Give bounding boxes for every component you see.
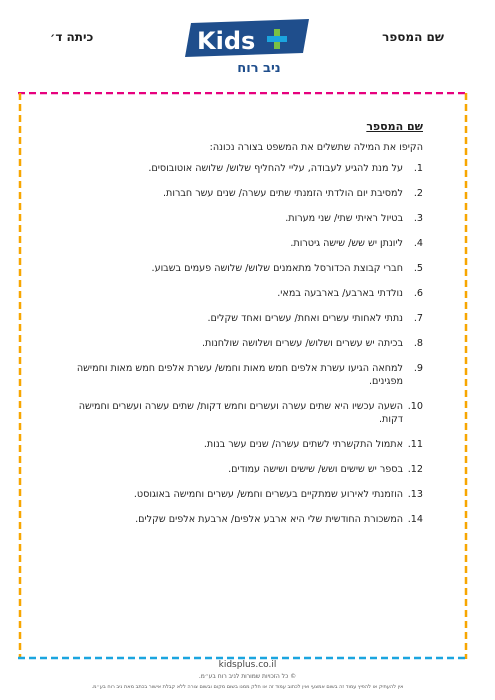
exercise-number: 14. bbox=[407, 514, 423, 525]
exercise-item bbox=[63, 162, 423, 175]
exercise-number: 4. bbox=[413, 238, 423, 249]
exercise-number: 1. bbox=[413, 163, 423, 174]
exercise-item bbox=[63, 287, 423, 300]
exercise-text: השעה עכשיו היא שתים עשרה ועשרים וחמש דקות/ שתים עשרה ועשרים וחמישה דקות. bbox=[78, 401, 403, 425]
footer-legal-text: אין להעתיק או להפיץ עמוד זה בשום אמצעי ואין לכתוב עמוד זה או חלק ממנו בשום מקום ובשום צורה ללא קבלת אישור בכתב מאת ניב רוח בע״מ. bbox=[91, 684, 404, 690]
exercise-item bbox=[63, 488, 423, 501]
exercise-number: 12. bbox=[407, 464, 423, 475]
exercise-number: 13. bbox=[407, 489, 423, 500]
exercise-number: 5. bbox=[413, 263, 423, 274]
exercise-text: נולדתי בארבע/ בארבעה במאי. bbox=[277, 288, 403, 299]
exercise-item bbox=[63, 262, 423, 275]
header-name-label: שם המספר bbox=[382, 30, 444, 44]
exercise-text: למחאה הגיעו עשרת אלפים חמש מאות וחמש/ עשרת אלפים חמש מאות וחמישה מפגינים. bbox=[76, 363, 403, 387]
exercise-number: 2. bbox=[413, 188, 423, 199]
footer-copyright: © כל הזכויות שמורות לניב רוח בע״מ. bbox=[198, 673, 297, 680]
exercise-item bbox=[63, 237, 423, 250]
exercise-item bbox=[63, 212, 423, 225]
worksheet-instructions: הקיפו את המילה שתשלים את המשפט בצורה נכונה: bbox=[209, 142, 423, 153]
exercise-number: 7. bbox=[413, 313, 423, 324]
exercise-text: ליונתן יש שש/ שישה גיטרות. bbox=[290, 238, 403, 249]
exercise-number: 11. bbox=[407, 439, 423, 450]
footer-url: kidsplus.co.il bbox=[218, 660, 277, 670]
exercise-number: 6. bbox=[413, 288, 423, 299]
exercise-number: 8. bbox=[413, 338, 423, 349]
header-class-label: כיתה ד׳ bbox=[50, 30, 94, 44]
exercise-item bbox=[63, 312, 423, 325]
exercise-text: בספר יש שישים ושש/ שישים ושישה עמודים. bbox=[228, 464, 403, 475]
kids-logo bbox=[185, 19, 311, 76]
exercise-item bbox=[63, 400, 423, 426]
exercise-item bbox=[63, 438, 423, 451]
exercise-item bbox=[63, 337, 423, 350]
exercise-text: נתתי לאחותי עשרים ואחת/ עשרים ואחד שקלים. bbox=[207, 313, 403, 324]
exercise-text: בטיול ראיתי שתי/ שני מערות. bbox=[285, 213, 403, 224]
exercise-text: אתמול התקשרתי לשתים עשרה/ שנים עשר בנות. bbox=[203, 439, 403, 450]
worksheet-content bbox=[63, 120, 423, 538]
exercise-text: המשכורת החודשית שלי היא ארבע אלפים/ ארבעת אלפים שקלים. bbox=[135, 514, 403, 525]
exercise-list bbox=[63, 162, 423, 526]
svg-text:Kids: Kids bbox=[197, 27, 256, 55]
exercise-text: בכיתה יש עשרים ושלוש/ עשרים ושלושה שולחנות. bbox=[201, 338, 403, 349]
exercise-item bbox=[63, 463, 423, 476]
exercise-text: למסיבת יום הולדתי הזמנתי שתים עשרה/ שנים עשר חברות. bbox=[162, 188, 403, 199]
exercise-item bbox=[63, 362, 423, 388]
exercise-number: 10. bbox=[407, 401, 423, 412]
exercise-number: 9. bbox=[413, 363, 423, 374]
exercise-text: על מנת להגיע לעבודה, עליי להחליף שלוש/ שלושה אוטובוסים. bbox=[148, 163, 403, 174]
exercise-text: הוזמנתי לאירוע שמתקיים בעשרים וחמש/ עשרים וחמישה באוגוסט. bbox=[133, 489, 403, 500]
exercise-text: חברי קבוצת הכדורסל מתאמנים שלוש/ שלושה פעמים בשבוע. bbox=[151, 263, 403, 274]
exercise-item bbox=[63, 187, 423, 200]
logo-tagline: ניב רוח bbox=[237, 61, 281, 76]
worksheet-title: שם המספר bbox=[366, 120, 423, 133]
exercise-number: 3. bbox=[413, 213, 423, 224]
exercise-item bbox=[63, 513, 423, 526]
